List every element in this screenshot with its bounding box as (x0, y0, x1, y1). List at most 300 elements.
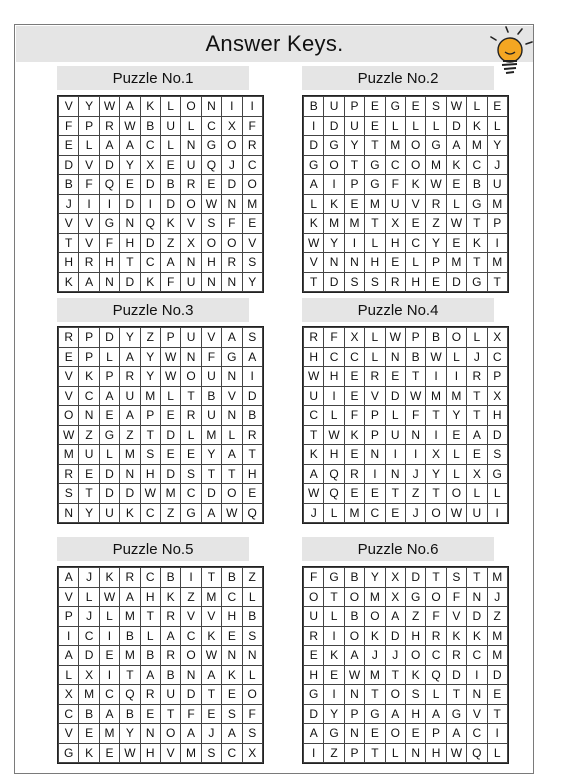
grid-cell: T (365, 214, 385, 234)
grid-row (304, 175, 508, 195)
grid-cell: K (304, 445, 324, 465)
grid-cell: A (59, 646, 79, 666)
grid-cell: M (446, 386, 466, 406)
grid-cell: J (405, 503, 425, 523)
grid-cell: Q (140, 214, 160, 234)
grid-cell: I (324, 626, 344, 646)
grid-cell: H (324, 445, 344, 465)
grid-cell: V (467, 704, 487, 724)
grid-cell: E (344, 367, 364, 387)
grid-cell: O (385, 685, 405, 705)
grid-cell: L (181, 116, 201, 136)
grid-cell: L (181, 425, 201, 445)
grid-cell: G (59, 743, 79, 763)
grid-cell: E (446, 233, 466, 253)
grid-cell: A (222, 445, 242, 465)
grid-cell: Q (324, 464, 344, 484)
grid-cell: T (467, 568, 487, 588)
grid-cell: K (405, 175, 425, 195)
grid-cell: W (446, 503, 466, 523)
grid-cell: L (160, 97, 180, 117)
grid-cell: L (426, 116, 446, 136)
grid-cell: Y (324, 233, 344, 253)
grid-cell: J (405, 464, 425, 484)
grid-cell: V (181, 607, 201, 627)
grid-cell: A (120, 97, 140, 117)
grid-cell: S (446, 568, 466, 588)
grid-cell: Q (324, 484, 344, 504)
grid-cell: Y (242, 272, 262, 292)
grid-cell: L (160, 386, 180, 406)
grid-cell: D (160, 425, 180, 445)
grid-cell: Z (160, 503, 180, 523)
grid-cell: B (160, 568, 180, 588)
grid-cell: Y (140, 347, 160, 367)
grid-cell: C (242, 155, 262, 175)
page-title: Answer Keys. (16, 26, 533, 62)
grid-row (304, 607, 508, 627)
grid-cell: C (344, 347, 364, 367)
grid-cell: R (242, 425, 262, 445)
grid-cell: A (120, 347, 140, 367)
grid-cell: E (99, 646, 119, 666)
grid-cell: D (160, 464, 180, 484)
grid-cell: B (160, 175, 180, 195)
grid-row (304, 406, 508, 426)
grid-cell: T (405, 367, 425, 387)
grid-row (304, 685, 508, 705)
grid-cell: Z (405, 607, 425, 627)
grid-cell: I (487, 233, 507, 253)
grid-cell: X (467, 464, 487, 484)
grid-cell: K (201, 626, 221, 646)
grid-row (59, 406, 263, 426)
grid-cell: L (242, 587, 262, 607)
grid-cell: N (201, 97, 221, 117)
grid-cell: K (405, 665, 425, 685)
grid-cell: W (446, 743, 466, 763)
grid-cell: T (120, 665, 140, 685)
grid-cell: G (426, 136, 446, 156)
grid-cell: J (222, 155, 242, 175)
grid-cell: F (79, 175, 99, 195)
grid-cell: C (467, 155, 487, 175)
grid-cell: W (304, 484, 324, 504)
grid-row (59, 136, 263, 156)
grid-row (59, 272, 263, 292)
grid-cell: G (467, 194, 487, 214)
grid-cell: I (222, 97, 242, 117)
grid-cell: E (160, 445, 180, 465)
grid-cell: P (344, 743, 364, 763)
grid-cell: M (365, 665, 385, 685)
grid-cell: F (99, 233, 119, 253)
grid-cell: M (324, 214, 344, 234)
word-search-grid (57, 566, 264, 764)
grid-cell: U (344, 116, 364, 136)
grid-cell: A (201, 503, 221, 523)
grid-cell: G (365, 704, 385, 724)
grid-cell: G (446, 704, 466, 724)
grid-cell: U (385, 194, 405, 214)
grid-cell: E (446, 175, 466, 195)
grid-row (304, 97, 508, 117)
grid-cell: C (99, 685, 119, 705)
grid-cell: G (324, 136, 344, 156)
grid-cell: E (79, 464, 99, 484)
grid-cell: D (446, 665, 466, 685)
grid-cell: R (365, 367, 385, 387)
grid-cell: X (59, 685, 79, 705)
grid-row (304, 724, 508, 744)
grid-cell: E (160, 155, 180, 175)
grid-cell: Z (120, 425, 140, 445)
grid-cell: O (344, 587, 364, 607)
grid-cell: M (487, 253, 507, 273)
grid-cell: J (385, 646, 405, 666)
grid-cell: W (304, 233, 324, 253)
grid-cell: T (59, 233, 79, 253)
grid-cell: T (222, 464, 242, 484)
grid-cell: O (181, 646, 201, 666)
grid-cell: D (222, 175, 242, 195)
grid-row (59, 155, 263, 175)
grid-cell: F (181, 704, 201, 724)
grid-cell: O (344, 626, 364, 646)
grid-cell: U (487, 175, 507, 195)
grid-cell: R (120, 568, 140, 588)
grid-cell: U (385, 425, 405, 445)
grid-cell: L (324, 503, 344, 523)
grid-cell: U (181, 272, 201, 292)
grid-row (304, 743, 508, 763)
grid-cell: D (304, 136, 324, 156)
grid-cell: L (99, 607, 119, 627)
grid-row (304, 646, 508, 666)
grid-cell: N (344, 253, 364, 273)
grid-cell: W (324, 425, 344, 445)
grid-cell: M (99, 724, 119, 744)
grid-cell: B (140, 116, 160, 136)
grid-cell: P (487, 214, 507, 234)
grid-cell: J (487, 587, 507, 607)
grid-cell: Y (426, 464, 446, 484)
grid-cell: O (222, 136, 242, 156)
grid-row (59, 607, 263, 627)
grid-cell: F (304, 568, 324, 588)
grid-row (304, 425, 508, 445)
grid-cell: T (344, 155, 364, 175)
grid-cell: R (120, 367, 140, 387)
grid-cell: A (160, 626, 180, 646)
grid-cell: N (59, 503, 79, 523)
grid-cell: Y (201, 445, 221, 465)
grid-cell: R (79, 253, 99, 273)
grid-cell: V (79, 214, 99, 234)
grid-cell: S (222, 704, 242, 724)
grid-row (59, 425, 263, 445)
grid-cell: U (160, 685, 180, 705)
grid-cell: L (446, 445, 466, 465)
grid-cell: T (120, 253, 140, 273)
grid-row (304, 116, 508, 136)
grid-cell: X (140, 155, 160, 175)
grid-cell: M (385, 136, 405, 156)
grid-cell: E (344, 445, 364, 465)
grid-cell: M (467, 136, 487, 156)
grid-cell: U (160, 116, 180, 136)
grid-cell: E (79, 724, 99, 744)
grid-cell: A (385, 704, 405, 724)
grid-cell: T (324, 587, 344, 607)
grid-cell: A (120, 136, 140, 156)
grid-cell: D (140, 233, 160, 253)
grid-cell: O (201, 233, 221, 253)
grid-cell: I (140, 194, 160, 214)
grid-cell: D (120, 272, 140, 292)
grid-cell: N (222, 406, 242, 426)
grid-cell: D (120, 194, 140, 214)
grid-cell: N (385, 347, 405, 367)
grid-cell: N (181, 136, 201, 156)
grid-cell: N (242, 646, 262, 666)
grid-cell: A (99, 386, 119, 406)
grid-cell: S (201, 214, 221, 234)
grid-cell: Z (242, 568, 262, 588)
grid-cell: N (181, 253, 201, 273)
grid-cell: L (324, 406, 344, 426)
grid-cell: C (79, 386, 99, 406)
grid-cell: I (426, 425, 446, 445)
grid-cell: Y (140, 367, 160, 387)
grid-row (304, 328, 508, 348)
grid-cell: E (467, 445, 487, 465)
grid-cell: I (99, 194, 119, 214)
grid-cell: R (304, 328, 324, 348)
grid-cell: D (99, 484, 119, 504)
grid-cell: D (242, 386, 262, 406)
grid-cell: I (446, 367, 466, 387)
grid-cell: O (242, 175, 262, 195)
grid-cell: D (385, 626, 405, 646)
grid-cell: S (201, 743, 221, 763)
grid-cell: F (160, 272, 180, 292)
grid-cell: D (446, 116, 466, 136)
grid-cell: K (365, 626, 385, 646)
grid-cell: T (467, 214, 487, 234)
grid-cell: I (304, 743, 324, 763)
grid-cell: B (222, 568, 242, 588)
grid-cell: S (365, 272, 385, 292)
grid-cell: S (242, 626, 262, 646)
grid-row (59, 194, 263, 214)
grid-cell: L (385, 116, 405, 136)
grid-cell: V (242, 233, 262, 253)
grid-cell: O (426, 587, 446, 607)
grid-cell: A (222, 724, 242, 744)
grid-cell: C (324, 347, 344, 367)
grid-cell: A (467, 425, 487, 445)
grid-cell: O (222, 484, 242, 504)
grid-cell: V (365, 386, 385, 406)
grid-cell: V (181, 214, 201, 234)
grid-cell: H (405, 704, 425, 724)
grid-cell: O (446, 484, 466, 504)
grid-cell: G (99, 214, 119, 234)
grid-cell: T (487, 272, 507, 292)
grid-cell: M (487, 646, 507, 666)
grid-cell: K (99, 568, 119, 588)
grid-row (59, 626, 263, 646)
grid-cell: M (120, 445, 140, 465)
grid-row (59, 386, 263, 406)
grid-cell: E (365, 116, 385, 136)
grid-row (59, 445, 263, 465)
grid-cell: R (99, 116, 119, 136)
grid-cell: D (79, 646, 99, 666)
grid-cell: K (467, 116, 487, 136)
grid-cell: L (79, 587, 99, 607)
grid-cell: B (344, 568, 364, 588)
grid-row (59, 503, 263, 523)
grid-cell: W (99, 587, 119, 607)
grid-cell: D (140, 175, 160, 195)
grid-cell: H (120, 233, 140, 253)
grid-row (304, 665, 508, 685)
grid-cell: N (120, 214, 140, 234)
grid-cell: A (59, 568, 79, 588)
grid-cell: L (467, 328, 487, 348)
grid-cell: P (344, 175, 364, 195)
grid-cell: I (99, 665, 119, 685)
grid-cell: R (385, 272, 405, 292)
grid-cell: X (385, 214, 405, 234)
grid-cell: G (385, 97, 405, 117)
grid-cell: G (304, 685, 324, 705)
grid-cell: H (59, 253, 79, 273)
grid-cell: J (365, 646, 385, 666)
grid-cell: B (242, 607, 262, 627)
grid-cell: H (304, 347, 324, 367)
grid-cell: R (304, 626, 324, 646)
grid-cell: C (365, 503, 385, 523)
grid-cell: B (304, 97, 324, 117)
grid-cell: X (181, 233, 201, 253)
grid-cell: V (59, 587, 79, 607)
grid-cell: T (304, 425, 324, 445)
grid-cell: S (487, 445, 507, 465)
grid-cell: P (487, 367, 507, 387)
grid-cell: U (304, 607, 324, 627)
grid-cell: G (365, 175, 385, 195)
grid-row (304, 253, 508, 273)
grid-cell: C (59, 704, 79, 724)
grid-cell: V (79, 155, 99, 175)
grid-row (59, 214, 263, 234)
grid-row (59, 253, 263, 273)
grid-cell: B (405, 347, 425, 367)
grid-cell: S (59, 484, 79, 504)
grid-cell: C (222, 587, 242, 607)
grid-cell: P (79, 116, 99, 136)
grid-cell: M (120, 646, 140, 666)
grid-cell: L (487, 116, 507, 136)
grid-cell: B (120, 626, 140, 646)
grid-cell: S (242, 328, 262, 348)
grid-cell: H (201, 253, 221, 273)
grid-cell: E (405, 214, 425, 234)
grid-cell: V (304, 253, 324, 273)
grid-cell: E (385, 503, 405, 523)
grid-cell: N (140, 724, 160, 744)
grid-cell: J (467, 347, 487, 367)
grid-cell: C (79, 626, 99, 646)
grid-cell: M (201, 425, 221, 445)
grid-row (304, 155, 508, 175)
grid-cell: P (140, 406, 160, 426)
grid-cell: N (79, 406, 99, 426)
grid-cell: W (201, 194, 221, 214)
grid-cell: K (467, 233, 487, 253)
grid-cell: Y (487, 136, 507, 156)
grid-cell: W (446, 97, 466, 117)
grid-row (304, 445, 508, 465)
grid-cell: L (140, 626, 160, 646)
grid-cell: T (385, 484, 405, 504)
grid-cell: A (120, 406, 140, 426)
grid-cell: H (140, 743, 160, 763)
grid-cell: L (446, 194, 466, 214)
word-search-grid (57, 326, 264, 524)
grid-row (304, 626, 508, 646)
grid-cell: R (59, 464, 79, 484)
grid-cell: K (344, 425, 364, 445)
grid-cell: H (222, 607, 242, 627)
grid-cell: A (385, 607, 405, 627)
grid-cell: A (120, 587, 140, 607)
grid-cell: D (405, 568, 425, 588)
grid-cell: B (79, 704, 99, 724)
grid-cell: H (405, 626, 425, 646)
grid-cell: C (467, 724, 487, 744)
grid-cell: A (201, 665, 221, 685)
grid-cell: L (365, 328, 385, 348)
grid-cell: H (99, 253, 119, 273)
grid-cell: R (242, 136, 262, 156)
grid-cell: M (487, 194, 507, 214)
grid-cell: E (242, 484, 262, 504)
grid-cell: N (467, 685, 487, 705)
grid-cell: L (365, 233, 385, 253)
grid-cell: I (405, 445, 425, 465)
grid-cell: T (467, 406, 487, 426)
grid-cell: L (99, 445, 119, 465)
grid-cell: E (120, 175, 140, 195)
grid-cell: E (385, 367, 405, 387)
grid-cell: Y (365, 568, 385, 588)
grid-cell: A (446, 724, 466, 744)
grid-cell: N (344, 724, 364, 744)
grid-cell: Z (405, 484, 425, 504)
grid-cell: U (467, 503, 487, 523)
grid-cell: G (324, 724, 344, 744)
grid-cell: O (405, 155, 425, 175)
grid-cell: U (181, 328, 201, 348)
grid-cell: O (365, 607, 385, 627)
grid-cell: P (160, 328, 180, 348)
grid-row (304, 367, 508, 387)
grid-cell: N (222, 646, 242, 666)
